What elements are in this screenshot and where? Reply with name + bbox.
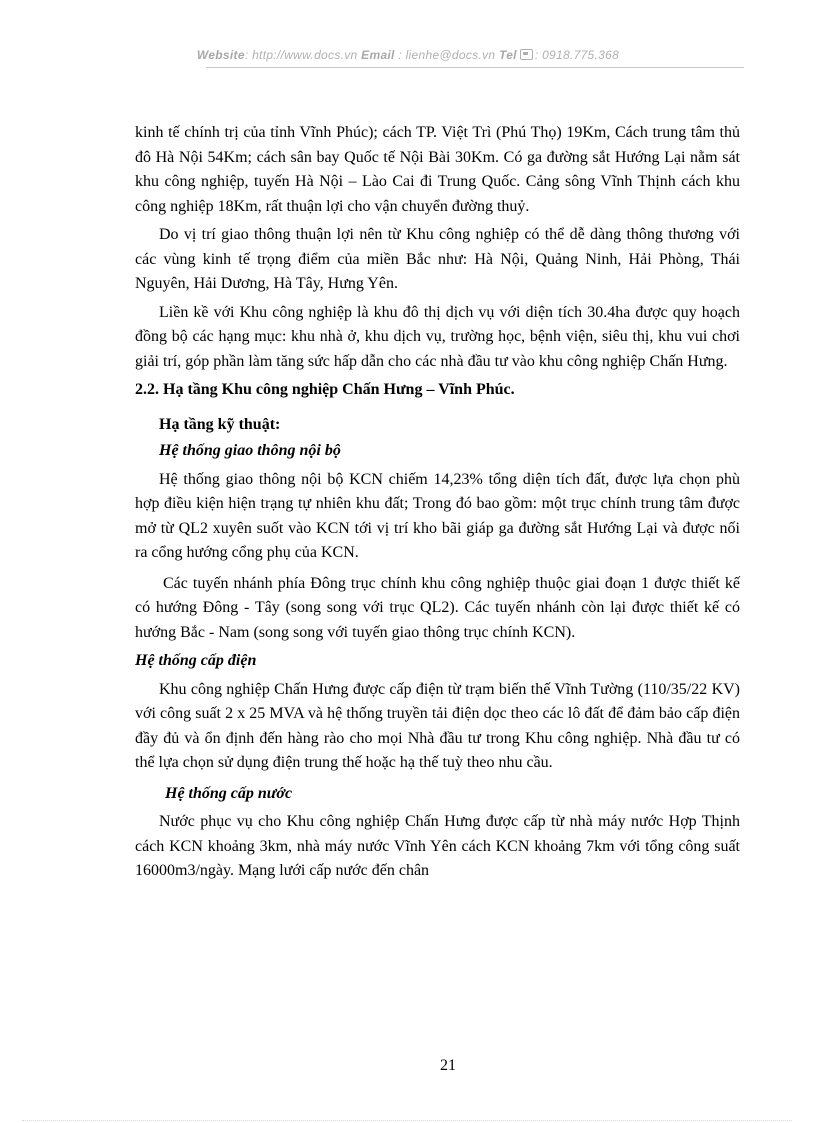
document-body bbox=[135, 121, 740, 884]
subheading-power-supply: Hệ thống cấp điện bbox=[135, 652, 257, 669]
paragraph-location: kinh tế chính trị của tỉnh Vĩnh Phúc); cách TP. Việt Trì (Phú Thọ) 19Km, Cách trung tâm thủ đô Hà Nội 54Km; cách sân bay Quốc tế Nội Bài 30Km. Có ga đường sắt Hướng Lại nằm sát khu công nghiệp, tuyến Hà Nội – Lào Cai đi Trung Quốc. Cảng sông Vĩnh Thịnh cách khu công nghiệp 18Km, rất thuận lợi cho vận chuyển đường thuỷ. bbox=[135, 124, 740, 215]
email-label: Email bbox=[361, 48, 395, 62]
paragraph-transport: Do vị trí giao thông thuận lợi nên từ Khu công nghiệp có thể dễ dàng thông thương với các vùng kinh tế trọng điểm của miền Bắc như: Hà Nội, Quảng Ninh, Hải Phòng, Thái Nguyên, Hải Dương, Hà Tây, Hưng Yên. bbox=[135, 226, 740, 292]
subheading-water-supply: Hệ thống cấp nước bbox=[165, 784, 293, 802]
phone-icon bbox=[520, 49, 533, 60]
paragraph-power-supply: Khu công nghiệp Chấn Hưng được cấp điện từ trạm biến thế Vĩnh Tường (110/35/22 KV) với công suất 2 x 25 MVA và hệ thống truyền tải điện dọc theo các lô đất để đảm bảo cấp điện đầy đủ và ổn định đến hàng rào cho mọi Nhà đầu tư trong Khu công nghiệp. Nhà đầu tư có thể lựa chọn sử dụng điện trung thế hoặc hạ thế tuỳ theo nhu cầu. bbox=[135, 680, 740, 771]
paragraph-urban-area: Liền kề với Khu công nghiệp là khu đô thị dịch vụ với diện tích 30.4ha được quy hoạch đồng bộ các hạng mục: khu nhà ở, khu dịch vụ, trường học, bệnh viện, siêu thị, khu vui chơi giải trí, góp phần làm tăng sức hấp dẫn cho các nhà đầu tư vào khu công nghiệp Chấn Hưng. bbox=[135, 303, 740, 370]
footer-divider bbox=[22, 1120, 792, 1121]
section-heading-2-2: 2.2. Hạ tầng Khu công nghiệp Chấn Hưng – Vĩnh Phúc. bbox=[135, 381, 515, 398]
email-value: : lienhe@docs.vn bbox=[398, 48, 496, 62]
page-number: 21 bbox=[440, 1057, 456, 1074]
tel-label: Tel bbox=[499, 48, 517, 62]
paragraph-water-supply: Nước phục vụ cho Khu công nghiệp Chấn Hưng được cấp từ nhà máy nước Hợp Thịnh cách KCN khoảng 3km, nhà máy nước Vĩnh Yên cách KCN khoảng 7km với tổng công suất 16000m3/ngày. Mạng lưới cấp nước đến chân bbox=[135, 813, 740, 879]
page-header bbox=[0, 48, 816, 62]
tel-value: : 0918.775.368 bbox=[534, 48, 620, 62]
website-label: Website bbox=[196, 48, 245, 62]
header-rule bbox=[206, 67, 744, 68]
paragraph-internal-traffic: Hệ thống giao thông nội bộ KCN chiếm 14,23% tổng diện tích đất, được lựa chọn phù hợp điều kiện hiện trạng tự nhiên khu đất; Trong đó bao gồm: một trục chính trung tâm được mở từ QL2 xuyên suốt vào KCN tới vị trí kho bãi giáp ga đường sắt Hướng Lại và được nối ra cổng hướng cổng phụ của KCN. bbox=[135, 470, 740, 561]
paragraph-branch-roads: Các tuyến nhánh phía Đông trục chính khu công nghiệp thuộc giai đoạn 1 được thiết kế có hướng Đông - Tây (song song với trục QL2). Các tuyến nhánh còn lại được thiết kế có hướng Bắc - Nam (song song với tuyến giao thông trục chính KCN). bbox=[135, 574, 740, 641]
subheading-technical-infrastructure: Hạ tầng kỹ thuật: bbox=[159, 415, 281, 433]
website-value: : http://www.docs.vn bbox=[244, 48, 358, 62]
subheading-internal-traffic: Hệ thống giao thông nội bộ bbox=[159, 442, 341, 459]
